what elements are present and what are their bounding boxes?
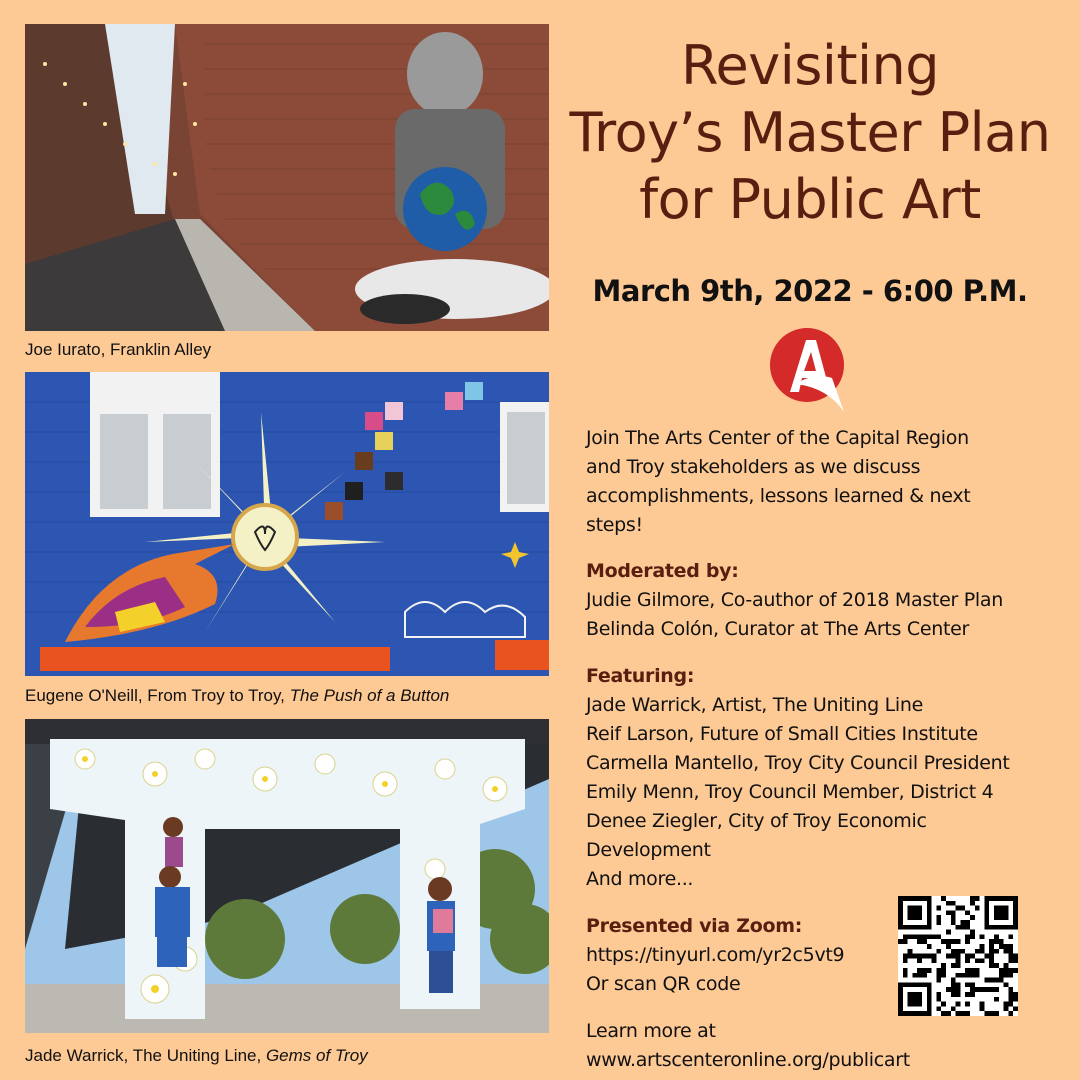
- description-line: accomplishments, lessons learned & next: [586, 485, 971, 507]
- website-link[interactable]: www.artscenteronline.org/publicart: [586, 1049, 910, 1071]
- zoom-heading: Presented via Zoom:: [586, 915, 803, 937]
- featured-speaker: Emily Menn, Troy Council Member, District 4: [586, 781, 994, 803]
- moderators-section: [586, 557, 1056, 644]
- learn-more-label: Learn more at: [586, 1020, 716, 1042]
- moderator-name: Belinda Colón, Curator at The Arts Center: [586, 618, 970, 640]
- featured-speaker: Denee Ziegler, City of Troy Economic: [586, 810, 927, 832]
- description-line: steps!: [586, 514, 643, 536]
- featuring-section: [586, 662, 1056, 894]
- featured-speaker: Jade Warrick, Artist, The Uniting Line: [586, 694, 923, 716]
- title-line: for Public Art: [639, 168, 981, 231]
- featured-speaker: Development: [586, 839, 711, 861]
- photo-gems-of-troy: [25, 719, 549, 1033]
- photo-caption: Joe Iurato, Franklin Alley: [25, 340, 212, 359]
- description-line: and Troy stakeholders as we discuss: [586, 456, 921, 478]
- qr-instruction: Or scan QR code: [586, 973, 741, 995]
- zoom-link[interactable]: https://tinyurl.com/yr2c5vt9: [586, 944, 845, 966]
- arts-center-logo-icon: [768, 326, 846, 414]
- title-line: Troy’s Master Plan: [569, 101, 1051, 164]
- event-description: [586, 424, 1056, 540]
- featured-speaker: Reif Larson, Future of Small Cities Institute: [586, 723, 978, 745]
- featured-speaker: And more...: [586, 868, 694, 890]
- photo-franklin-alley: [25, 24, 549, 331]
- description-line: Join The Arts Center of the Capital Region: [586, 427, 969, 449]
- moderator-name: Judie Gilmore, Co-author of 2018 Master Plan: [586, 589, 1003, 611]
- event-date: March 9th, 2022 - 6:00 P.M.: [592, 274, 1028, 308]
- photo-push-of-a-button: [25, 372, 549, 676]
- photo-caption: Jade Warrick, The Uniting Line, Gems of Troy: [25, 1046, 368, 1065]
- title-line: Revisiting: [680, 34, 940, 97]
- page-title: [560, 32, 1060, 233]
- featured-speaker: Carmella Mantello, Troy City Council President: [586, 752, 1010, 774]
- featuring-heading: Featuring:: [586, 665, 695, 687]
- zoom-section: [586, 912, 886, 999]
- moderators-heading: Moderated by:: [586, 560, 739, 582]
- photo-caption: Eugene O'Neill, From Troy to Troy, The Push of a Button: [25, 686, 450, 705]
- learn-more-section: [586, 1017, 1056, 1075]
- qr-code-icon[interactable]: [898, 896, 1018, 1016]
